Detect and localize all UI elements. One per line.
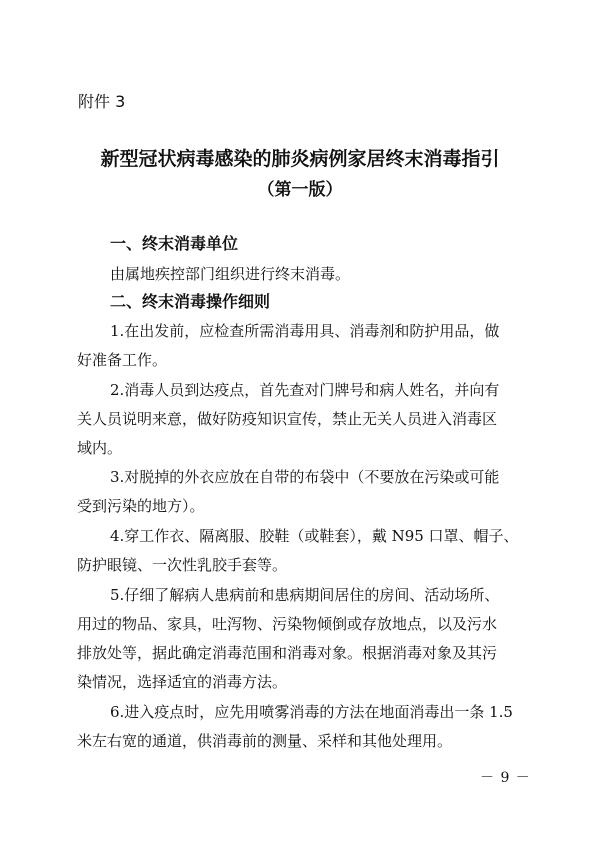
attachment-label: 附件 3	[78, 92, 126, 111]
item-5-line: 5.仔细了解病人患病前和患病期间居住的房间、活动场所、	[110, 586, 500, 604]
page-number: － 9 －	[480, 770, 531, 786]
item-3-line: 受到污染的地方）。	[77, 497, 205, 515]
item-6-line: 米左右宽的通道，供消毒前的测量、采样和其他处理用。	[77, 732, 453, 750]
item-1-line: 1.在出发前，应检查所需消毒用具、消毒剂和防护用品，做	[110, 322, 500, 340]
item-5-line: 用过的物品、家具，吐泻物、污染物倾倒或存放地点，以及污水	[77, 615, 498, 633]
item-3-line: 3.对脱掉的外衣应放在自带的布袋中（不要放在污染或可能	[110, 468, 500, 486]
item-2-line: 域内。	[77, 439, 123, 457]
item-2-line: 关人员说明来意，做好防疫知识宣传，禁止无关人员进入消毒区	[77, 410, 498, 428]
document-title: 新型冠状病毒感染的肺炎病例家居终末消毒指引	[100, 148, 500, 170]
section-heading-disinfection-unit: 一、终末消毒单位	[110, 234, 239, 253]
section-heading-operation-rules: 二、终末消毒操作细则	[110, 292, 271, 311]
body-text-line: 由属地疾控部门组织进行终末消毒。	[110, 265, 351, 283]
item-4-line: 4.穿工作衣、隔离服、胶鞋（或鞋套），戴 N95 口罩、帽子、	[110, 527, 519, 545]
item-5-line: 染情况，选择适宜的消毒方法。	[77, 673, 288, 691]
item-6-line: 6.进入疫点时，应先用喷雾消毒的方法在地面消毒出一条 1.5	[110, 703, 513, 721]
item-2-line: 2.消毒人员到达疫点，首先查对门牌号和病人姓名，并向有	[110, 381, 500, 399]
document-edition: （第一版）	[257, 180, 343, 200]
item-1-line: 好准备工作。	[77, 351, 168, 369]
item-4-line: 防护眼镜、一次性乳胶手套等。	[77, 556, 288, 574]
item-5-line: 排放处等，据此确定消毒范围和消毒对象。根据消毒对象及其污	[77, 644, 498, 662]
